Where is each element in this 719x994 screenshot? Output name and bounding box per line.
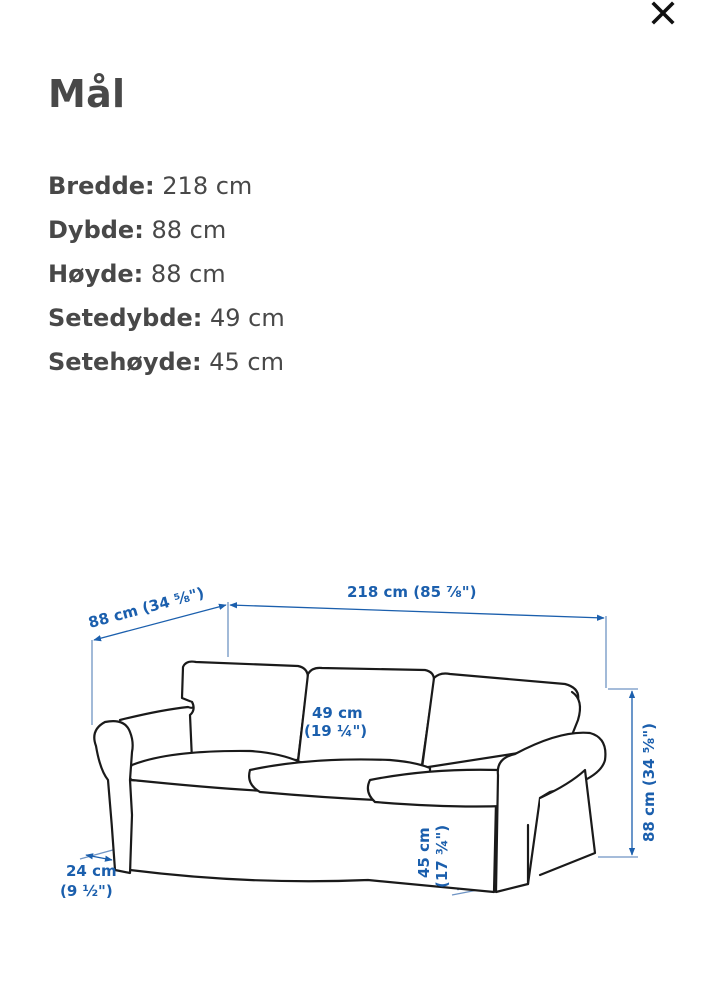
seat-depth-label-2: (19 ¼") bbox=[304, 722, 368, 740]
seat-height-label-2: (17 ¾") bbox=[433, 824, 451, 888]
leg-label-1: 24 cm bbox=[66, 862, 117, 880]
width-label: 218 cm (85 ⅞") bbox=[347, 583, 477, 601]
seat-depth-label-1: 49 cm bbox=[312, 704, 363, 722]
dimension-seat-depth: Setedybde: 49 cm bbox=[48, 304, 285, 332]
dimensions-list bbox=[48, 164, 285, 384]
dimension-depth: Dybde: 88 cm bbox=[48, 216, 227, 244]
page-title: Mål bbox=[48, 72, 126, 116]
close-icon bbox=[650, 0, 676, 26]
sofa-outline bbox=[94, 662, 605, 892]
dimension-height: Høyde: 88 cm bbox=[48, 260, 226, 288]
sofa-dimension-diagram bbox=[50, 570, 680, 910]
dimension-seat-height: Setehøyde: 45 cm bbox=[48, 348, 284, 376]
depth-label: 88 cm (34 ⅝") bbox=[86, 583, 206, 632]
close-button[interactable] bbox=[646, 0, 680, 30]
leg-label-2: (9 ½") bbox=[60, 882, 113, 900]
height-label: 88 cm (34 ⅝") bbox=[640, 723, 658, 842]
dimension-width: Bredde: 218 cm bbox=[48, 172, 253, 200]
sofa-illustration bbox=[50, 570, 680, 910]
seat-height-label-1: 45 cm bbox=[415, 827, 433, 878]
